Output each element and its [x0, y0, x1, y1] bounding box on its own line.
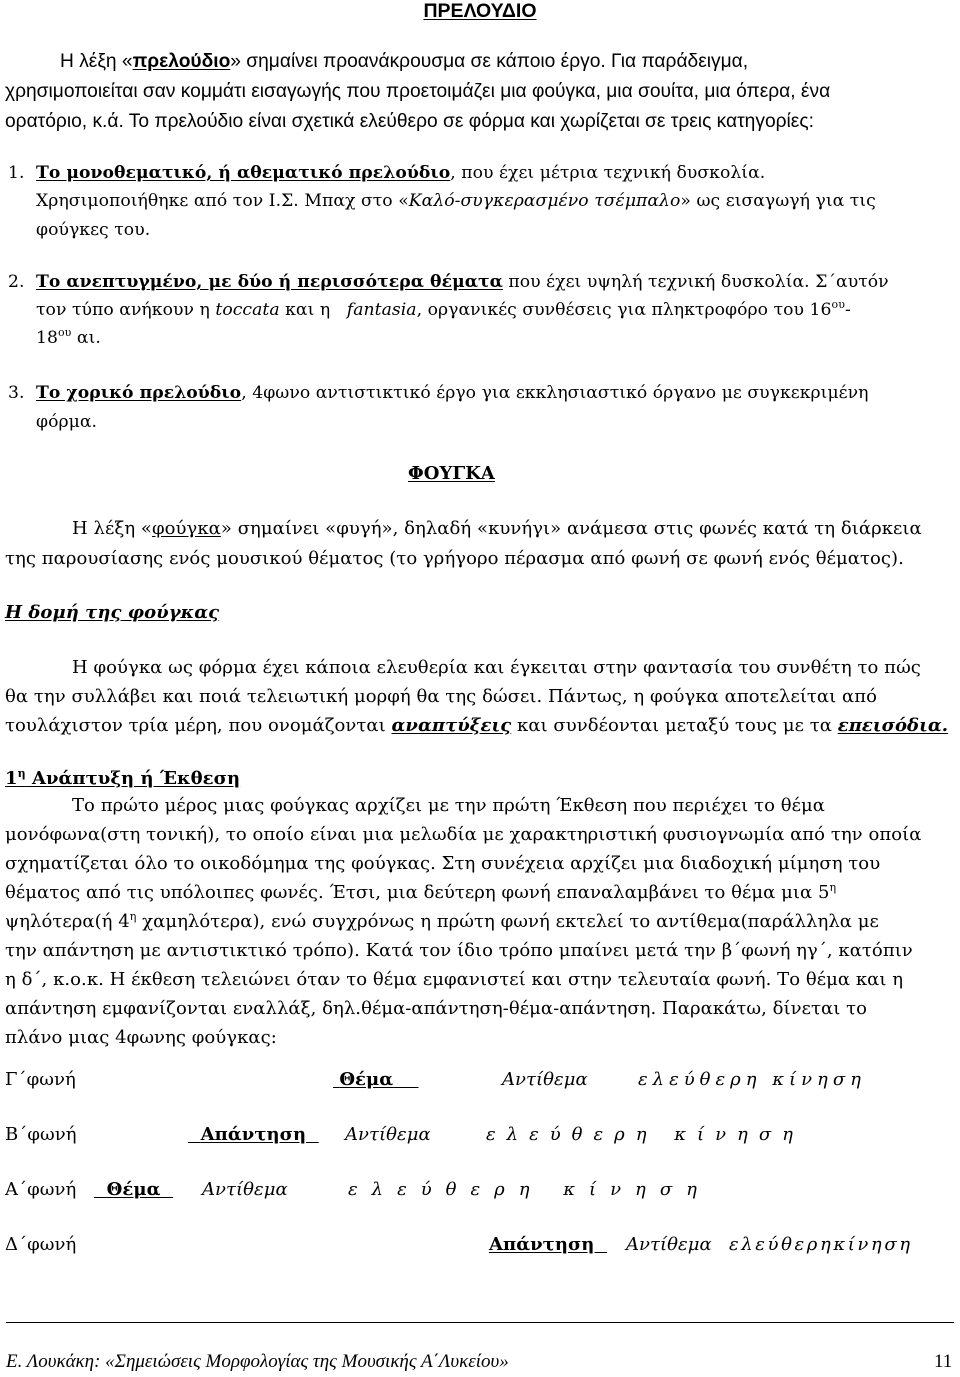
fugue-heading: ΦΟΥΓΚΑ [408, 463, 495, 484]
exposition-line-5: ψηλότερα(ή $4^\eta$ χαμηλότερα), ενώ συγχρόνως η πρώτη φωνή εκτελεί το αντίθεμα(παράλληλα με [5, 910, 879, 932]
list-item-2-line-3: $18^{o\upsilon}$ αι. [36, 326, 101, 348]
list-item-2-line-1: Το ανεπτυγμένο, με δύο ή περισσότερα θέματα που έχει υψηλή τεχνική δυσκολία. Σ΄αυτόν [36, 272, 889, 292]
fugue-line-1: Η λέξη «φούγκα» σημαίνει «φυγή», δηλαδή «κυνήγι» ανάμεσα στις φωνές κατά τη διάρκεια [72, 518, 922, 539]
intro-line-3: ορατόριο, κ.ά. Το πρελούδιο είναι σχετικά ελεύθερο σε φόρμα και χωρίζεται σε τρεις κατηγορίες: [5, 111, 814, 132]
plan-row-1-voice: Γ΄φωνή [5, 1069, 76, 1090]
exposition-line-3: σχηματίζεται όλο το οικοδόμημα της φούγκας. Στη συνέχεια αρχίζει μια διαδοχική μίμηση του [5, 853, 881, 874]
plan-row-2-voice: Β΄φωνή [5, 1124, 77, 1145]
structure-line-2: θα την συλλάβει και ποιά τελειωτική μορφή θα της δώσει. Πάντως, η φούγκα αποτελείται από [5, 686, 877, 707]
list-item-2-line-2: τον τύπο ανήκουν η toccata και η fantasia, οργανικές συνθέσεις για πληκτροφόρο του $16^{o\upsilon}-$ [36, 298, 851, 320]
plan-row-3-main: Θέμα [106, 1179, 161, 1200]
structure-line-3: τουλάχιστον τρία μέρη, που ονομάζονται αναπτύξεις και συνδέονται μεταξύ τους με τα επεισόδια. [5, 715, 949, 736]
exposition-heading: $1^\eta$ Ανάπτυξη ή Έκθεση [5, 767, 241, 789]
exposition-line-1: Το πρώτο μέρος μιας φούγκας αρχίζει με την πρώτη Έκθεση που περιέχει το θέμα [72, 795, 825, 816]
term-developments: αναπτύξεις [391, 715, 512, 736]
exposition-line-2: μονόφωνα(στη τονική), το οποίο είναι μια μελωδία με χαρακτηριστική φυσιογνωμία από την οποία [5, 824, 922, 845]
plan-row-1-main: Θέμα [339, 1069, 394, 1090]
plan-row-1-free: ελεύθερη κίνηση [638, 1069, 866, 1090]
plan-row-4-voice: Δ΄φωνή [5, 1234, 77, 1255]
plan-row-4-counter: Αντίθεμα [626, 1234, 712, 1255]
plan-row-2-main: Απάντηση [200, 1124, 307, 1145]
list-item-1-line-3: φούγκες του. [36, 220, 151, 240]
footer-text: Ε. Λουκάκη: «Σημειώσεις Μορφολογίας της Μουσικής Α΄Λυκείου» [6, 1351, 509, 1372]
exposition-line-6: την απάντηση με αντιστικτικό τρόπο). Κατά τον ίδιο τρόπο μπαίνει μετά την β΄φωνή ηγ΄, κατόπιν [5, 940, 913, 961]
plan-row-4-free: ελεύθερηκίνηση [729, 1234, 913, 1255]
term-prelude: πρελούδιο [132, 51, 231, 72]
list-number-2: 2. [8, 272, 25, 292]
term-episodes: επεισόδια. [837, 715, 949, 736]
plan-row-3-free: ελεύθερη κίνηση [348, 1179, 711, 1200]
list-number-1: 1. [8, 163, 25, 183]
plan-row-3-counter: Αντίθεμα [202, 1179, 288, 1200]
list-item-2-heading: Το ανεπτυγμένο, με δύο ή περισσότερα θέματα [36, 272, 503, 292]
exposition-line-9: πλάνο μιας 4φωνης φούγκας: [5, 1027, 277, 1048]
list-item-1-line-1: Το μονοθεματικό, ή αθεματικό πρελούδιο, που έχει μέτρια τεχνική δυσκολία. [36, 163, 766, 183]
intro-line-1: Η λέξη «πρελούδιο» σημαίνει προανάκρουσμα σε κάποιο έργο. Για παράδειγμα, [60, 51, 749, 72]
exposition-line-4: θέματος από τις υπόλοιπες φωνές. Έτσι, μια δεύτερη φωνή επαναλαμβάνει το θέμα μια $5^\eta$ [5, 881, 837, 903]
footer-rule [6, 1322, 954, 1323]
list-item-1-line-2: Χρησιμοποιήθηκε από τον Ι.Σ. Μπαχ στο «Καλό-συγκερασμένο τσέμπαλο» ως εισαγωγή για τις [36, 191, 876, 211]
plan-row-4-main: Απάντηση [489, 1234, 595, 1255]
fugue-line-2: της παρουσίασης ενός μουσικού θέματος (το γρήγορο πέρασμα από φωνή σε φωνή ενός θέματος). [5, 548, 904, 569]
plan-row-3-voice: Α΄φωνή [5, 1179, 77, 1200]
exposition-line-7: η δ΄, κ.ο.κ. Η έκθεση τελειώνει όταν το θέμα εμφανιστεί και στην τελευταία φωνή. Το θέμα και η [5, 969, 904, 990]
plan-row-1-counter: Αντίθεμα [502, 1069, 588, 1090]
list-item-3-line-2: φόρμα. [36, 412, 98, 432]
exposition-line-8: απάντηση εμφανίζονται εναλλάξ, δηλ.θέμα-απάντηση-θέμα-απάντηση. Παρακάτω, δίνεται το [5, 998, 867, 1019]
structure-heading: Η δομή της φούγκας [5, 602, 220, 623]
page-number: 11 [934, 1351, 953, 1372]
list-item-3-heading: Το χορικό πρελούδιο [36, 383, 242, 403]
intro-line-2: χρησιμοποιείται σαν κομμάτι εισαγωγής που προετοιμάζει μια φούγκα, μια σουίτα, μια όπερα, ένα [5, 81, 831, 102]
plan-row-2-counter: Αντίθεμα [345, 1124, 431, 1145]
list-number-3: 3. [8, 383, 25, 403]
term-fugue: φούγκα [152, 518, 221, 539]
page-title: ΠΡΕΛΟΥΔΙΟ [423, 0, 537, 22]
plan-row-2-free: ελεύθερη κίνηση [486, 1124, 804, 1145]
list-item-1-heading: Το μονοθεματικό, ή αθεματικό πρελούδιο [36, 163, 451, 183]
structure-line-1: Η φούγκα ως φόρμα έχει κάποια ελευθερία και έγκειται στην φαντασία του συνθέτη το πώς [72, 657, 921, 678]
list-item-3-line-1: Το χορικό πρελούδιο, 4φωνο αντιστικτικό έργο για εκκλησιαστικό όργανο με συγκεκριμένη [36, 383, 869, 403]
